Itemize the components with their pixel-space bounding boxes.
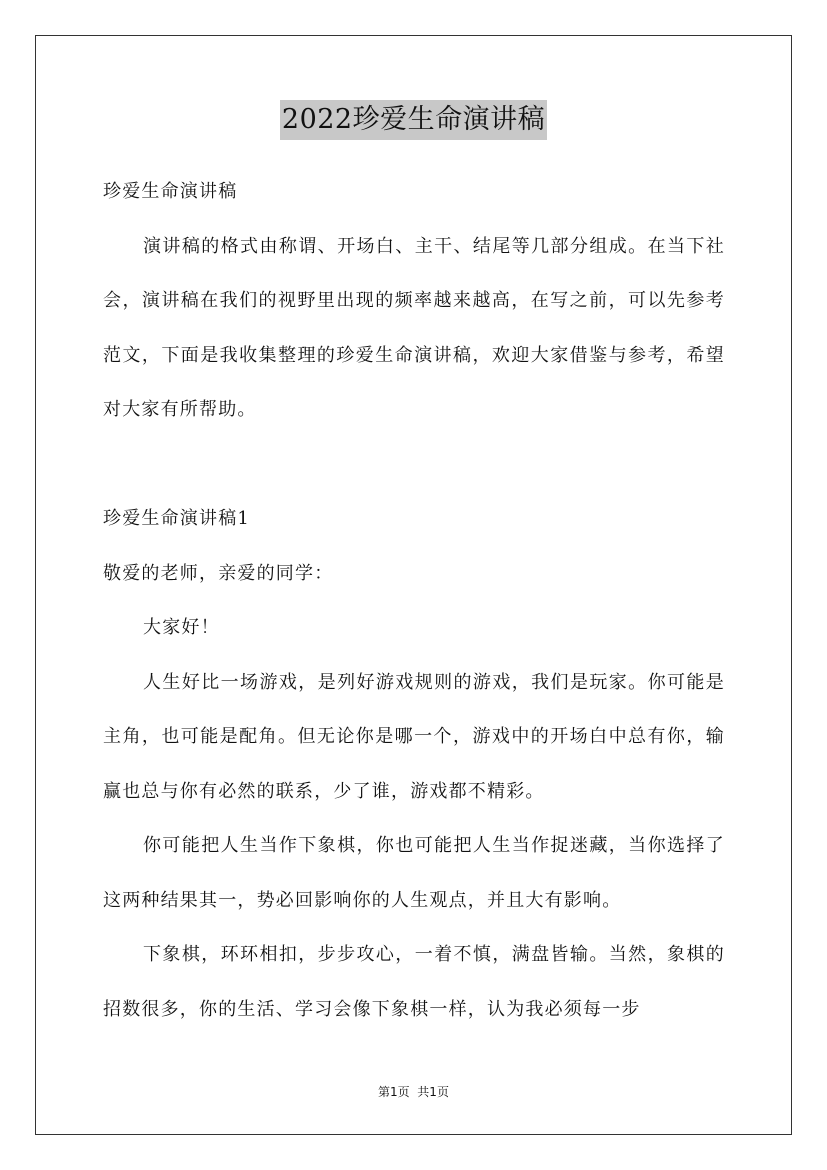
greeting: 大家好！ [143,617,220,638]
page-footer [0,1083,827,1101]
document-title: 2022珍爱生命演讲稿 [280,100,547,140]
document-heading: 珍爱生命演讲稿 [103,181,238,202]
body-paragraph: 人生好比一场游戏，是列好游戏规则的游戏，我们是玩家。你可能是主角，也可能是配角。但无论你是哪一个，游戏中的开场白中总有你，输赢也总与你有必然的联系，少了谁，游戏都不精彩。 [103,671,725,802]
document-body [103,165,725,1037]
body-paragraph: 你可能把人生当作下象棋，你也可能把人生当作捉迷藏，当你选择了这两种结果其一，势必回影响你的人生观点，并且大有影响。 [103,835,725,911]
blank-line [103,438,725,493]
body-paragraph: 下象棋，环环相扣，步步攻心，一着不慎，满盘皆输。当然，象棋的招数很多，你的生活、学习会像下象棋一样，认为我必须每一步 [103,944,725,1020]
intro-paragraph: 演讲稿的格式由称谓、开场白、主干、结尾等几部分组成。在当下社会，演讲稿在我们的视野里出现的频率越来越高，在写之前，可以先参考范文，下面是我收集整理的珍爱生命演讲稿，欢迎大家借鉴与参考，希望对大家有所帮助。 [103,235,725,420]
section-heading: 珍爱生命演讲稿1 [103,508,251,529]
salutation: 敬爱的老师，亲爱的同学： [103,562,334,584]
page-number: 第1页 共1页 [378,1085,449,1099]
title-container [0,100,827,140]
